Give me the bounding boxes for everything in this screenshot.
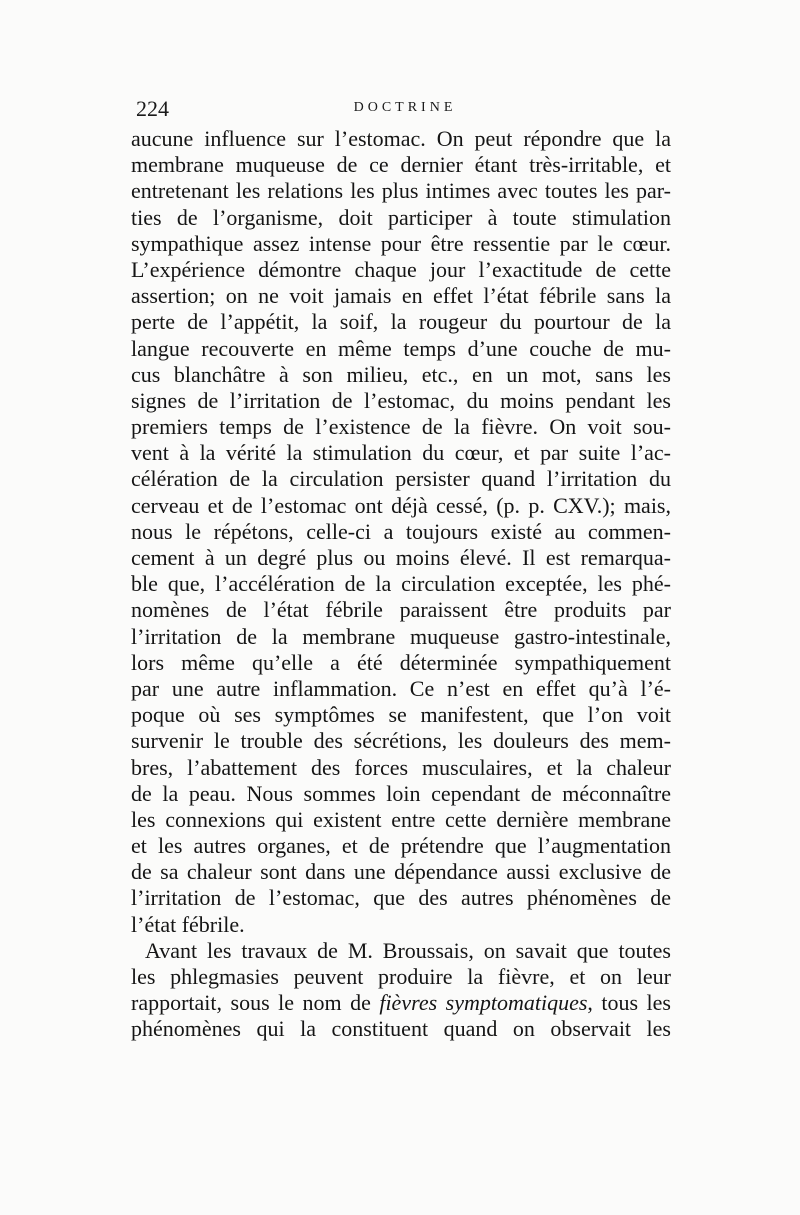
text-line: perte de l’appétit, la soif, la rougeur du pourtour de la [131, 309, 671, 335]
text-line: L’expérience démontre chaque jour l’exactitude de cette [131, 256, 671, 282]
paragraph-end-line: l’état fébrile. [131, 911, 245, 937]
text-line: signes de l’irritation de l’estomac, du moins pendant les [131, 387, 671, 413]
text-line: survenir le trouble des sécrétions, les douleurs des mem- [131, 728, 671, 754]
text-line: poque où ses symptômes se manifestent, que l’on voit [131, 702, 671, 728]
italic-term: fièvres symptomatiques [379, 990, 588, 1016]
paragraph-start-line: Avant les travaux de M. Broussais, on savait que toutes [145, 937, 671, 963]
text-line: l’irritation de la membrane muqueuse gastro-intestinale, [131, 623, 671, 649]
text-line: et les autres organes, et de prétendre que l’augmentation [131, 833, 671, 859]
text-line: sympathique assez intense pour être ressentie par le cœur. [131, 230, 671, 256]
body-text [131, 126, 671, 1043]
text-line: premiers temps de l’existence de la fièvre. On voit sou- [131, 414, 671, 440]
text-line: ties de l’organisme, doit participer à toute stimulation [131, 204, 671, 230]
text-line: cus blanchâtre à son milieu, etc., en un mot, sans les [131, 361, 671, 387]
text-line: langue recouverte en même temps d’une couche de mu- [131, 335, 671, 361]
text-line: ble que, l’accélération de la circulation exceptée, les phé- [131, 571, 671, 597]
text-line-with-italic [131, 990, 671, 1016]
text-line: nomènes de l’état fébrile paraissent être produits par [131, 597, 671, 623]
text-line: l’irritation de l’estomac, que des autres phénomènes de [131, 885, 671, 911]
text-line: par une autre inflammation. Ce n’est en effet qu’à l’é- [131, 675, 671, 701]
text-line: cerveau et de l’estomac ont déjà cessé, (p. p. CXV.); mais, [131, 492, 671, 518]
text-line: vent à la vérité la stimulation du cœur, et par suite l’ac- [131, 440, 671, 466]
text-line: assertion; on ne voit jamais en effet l’état fébrile sans la [131, 283, 671, 309]
text-line: cement à un degré plus ou moins élevé. Il est remarqua- [131, 545, 671, 570]
text-line: phénomènes qui la constituent quand on observait les [131, 1016, 671, 1042]
page-header [136, 96, 674, 126]
text-line: lors même qu’elle a été déterminée sympathiquement [131, 649, 671, 675]
text-line: bres, l’abattement des forces musculaires, et la chaleur [131, 754, 671, 780]
running-head: DOCTRINE [353, 100, 457, 115]
page-number: 224 [136, 96, 169, 121]
text-line: de sa chaleur sont dans une dépendance aussi exclusive de [131, 859, 671, 885]
text-line: célération de la circulation persister quand l’irritation du [131, 466, 671, 492]
text-line: membrane muqueuse de ce dernier étant très-irritable, et [131, 152, 671, 178]
text-line: les connexions qui existent entre cette dernière membrane [131, 806, 671, 832]
text-line: de la peau. Nous sommes loin cependant de méconnaître [131, 780, 671, 806]
text-line: nous le répétons, celle-ci a toujours existé au commen- [131, 518, 671, 544]
text-line: entretenant les relations les plus intimes avec toutes les par- [131, 178, 671, 204]
text-line: aucune influence sur l’estomac. On peut répondre que la [131, 126, 671, 151]
text-line: les phlegmasies peuvent produire la fièvre, et on leur [131, 964, 671, 989]
line-segment: , tous les [587, 990, 671, 1016]
line-segment: rapportait, sous le nom de [131, 990, 380, 1016]
